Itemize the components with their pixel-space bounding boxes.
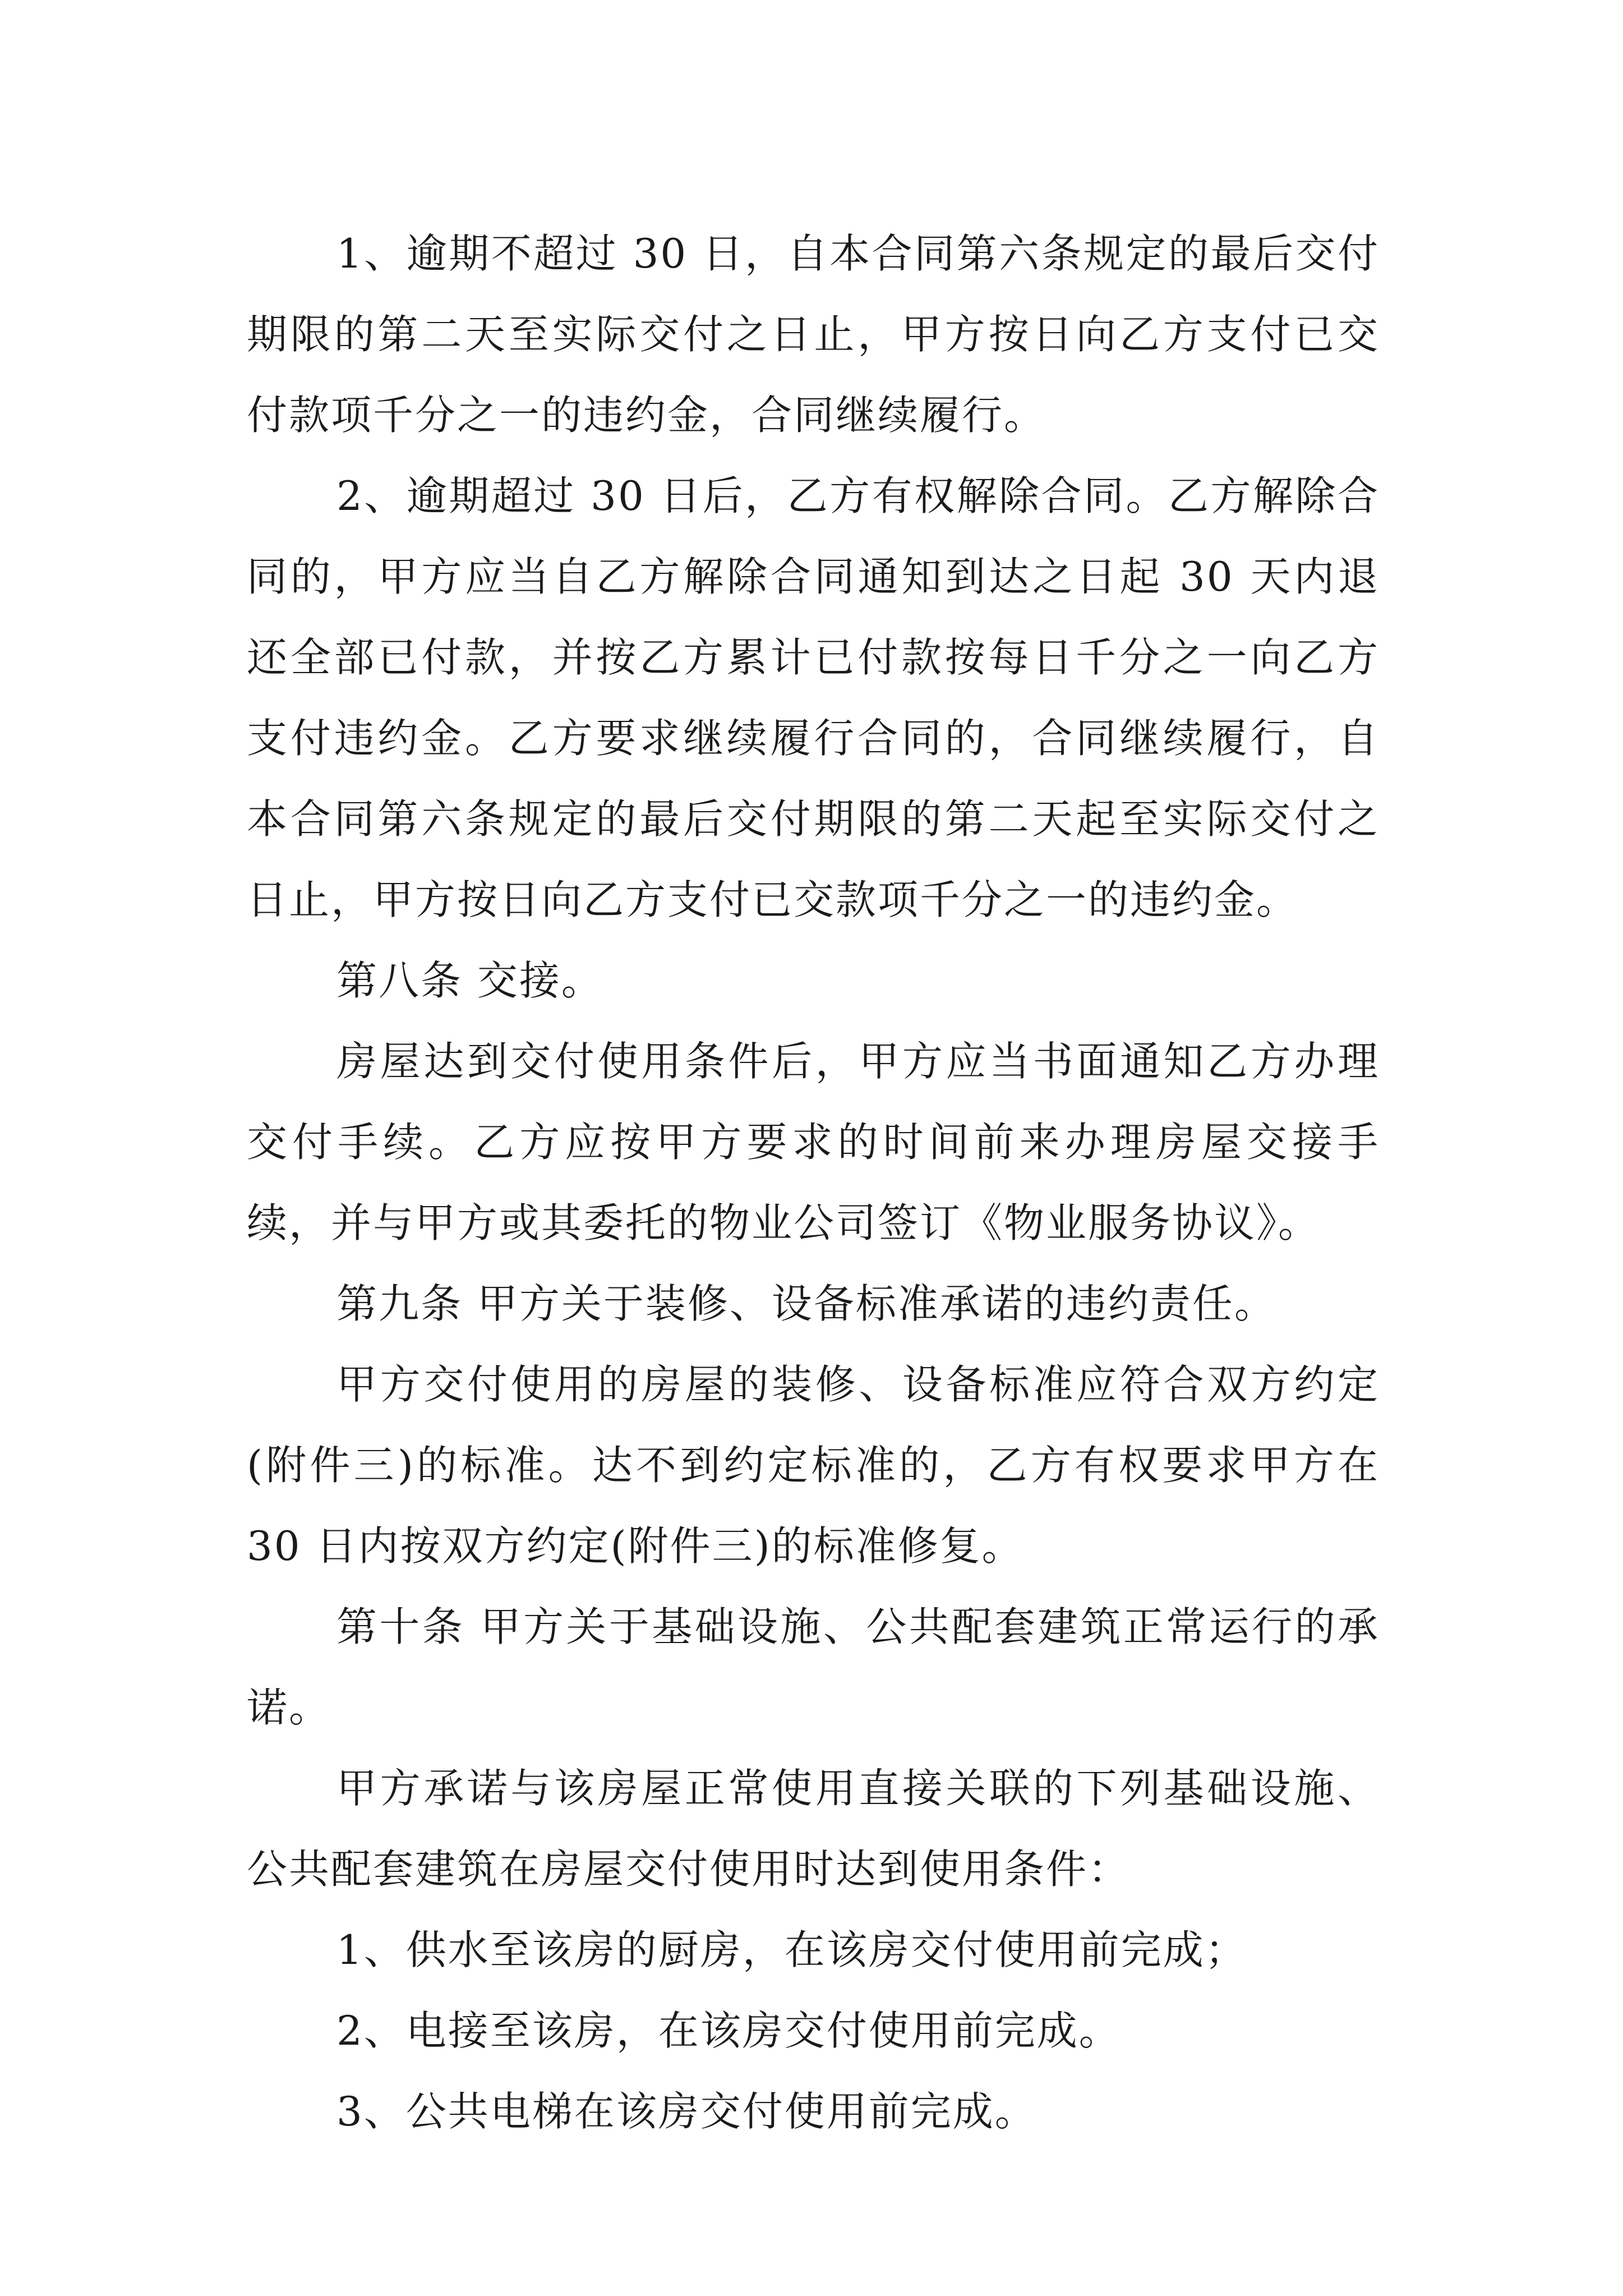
list-item-elevator: 3、公共电梯在该房交付使用前完成。 [336,2088,1037,2135]
article-8-heading: 第八条 交接。 [336,957,603,1004]
paragraph-handover: 房屋达到交付使用条件后，甲方应当书面通知乙方办理交付手续。乙方应按甲方要求的时间前来办理房屋交接手续，并与甲方或其委托的物业公司签订《物业服务协议》。 [247,1038,1380,1246]
paragraph-overdue-over-30-days: 2、逾期超过 30 日后，乙方有权解除合同。乙方解除合同的，甲方应当自乙方解除合同通知到达之日起 30 天内退还全部已付款，并按乙方累计已付款按每日千分之一向乙方支付违约金。乙方要求继续履行合同的，合同继续履行，自本合同第六条规定的最后交付期限的第二天起至实际交付之日止，甲方按日向乙方支付已交款项千分之一的违约金。 [247,472,1380,923]
article-10-heading: 第十条 甲方关于基础设施、公共配套建筑正常运行的承诺。 [247,1603,1380,1731]
paragraph-infrastructure-promise: 甲方承诺与该房屋正常使用直接关联的下列基础设施、公共配套建筑在房屋交付使用时达到使用条件： [247,1765,1380,1893]
list-item-water-supply: 1、供水至该房的厨房，在该房交付使用前完成； [336,1926,1247,1973]
paragraph-decoration-standard: 甲方交付使用的房屋的装修、设备标准应符合双方约定(附件三)的标准。达不到约定标准的，乙方有权要求甲方在 30 日内按双方约定(附件三)的标准修复。 [247,1361,1394,1570]
document-page [247,213,1394,2152]
article-9-heading: 第九条 甲方关于装修、设备标准承诺的违约责任。 [336,1280,1276,1327]
paragraph-overdue-within-30-days: 1、逾期不超过 30 日，自本合同第六条规定的最后交付期限的第二天至实际交付之日止，甲方按日向乙方支付已交付款项千分之一的违约金，合同继续履行。 [247,230,1380,439]
list-item-electricity: 2、电接至该房，在该房交付使用前完成。 [336,2007,1121,2054]
